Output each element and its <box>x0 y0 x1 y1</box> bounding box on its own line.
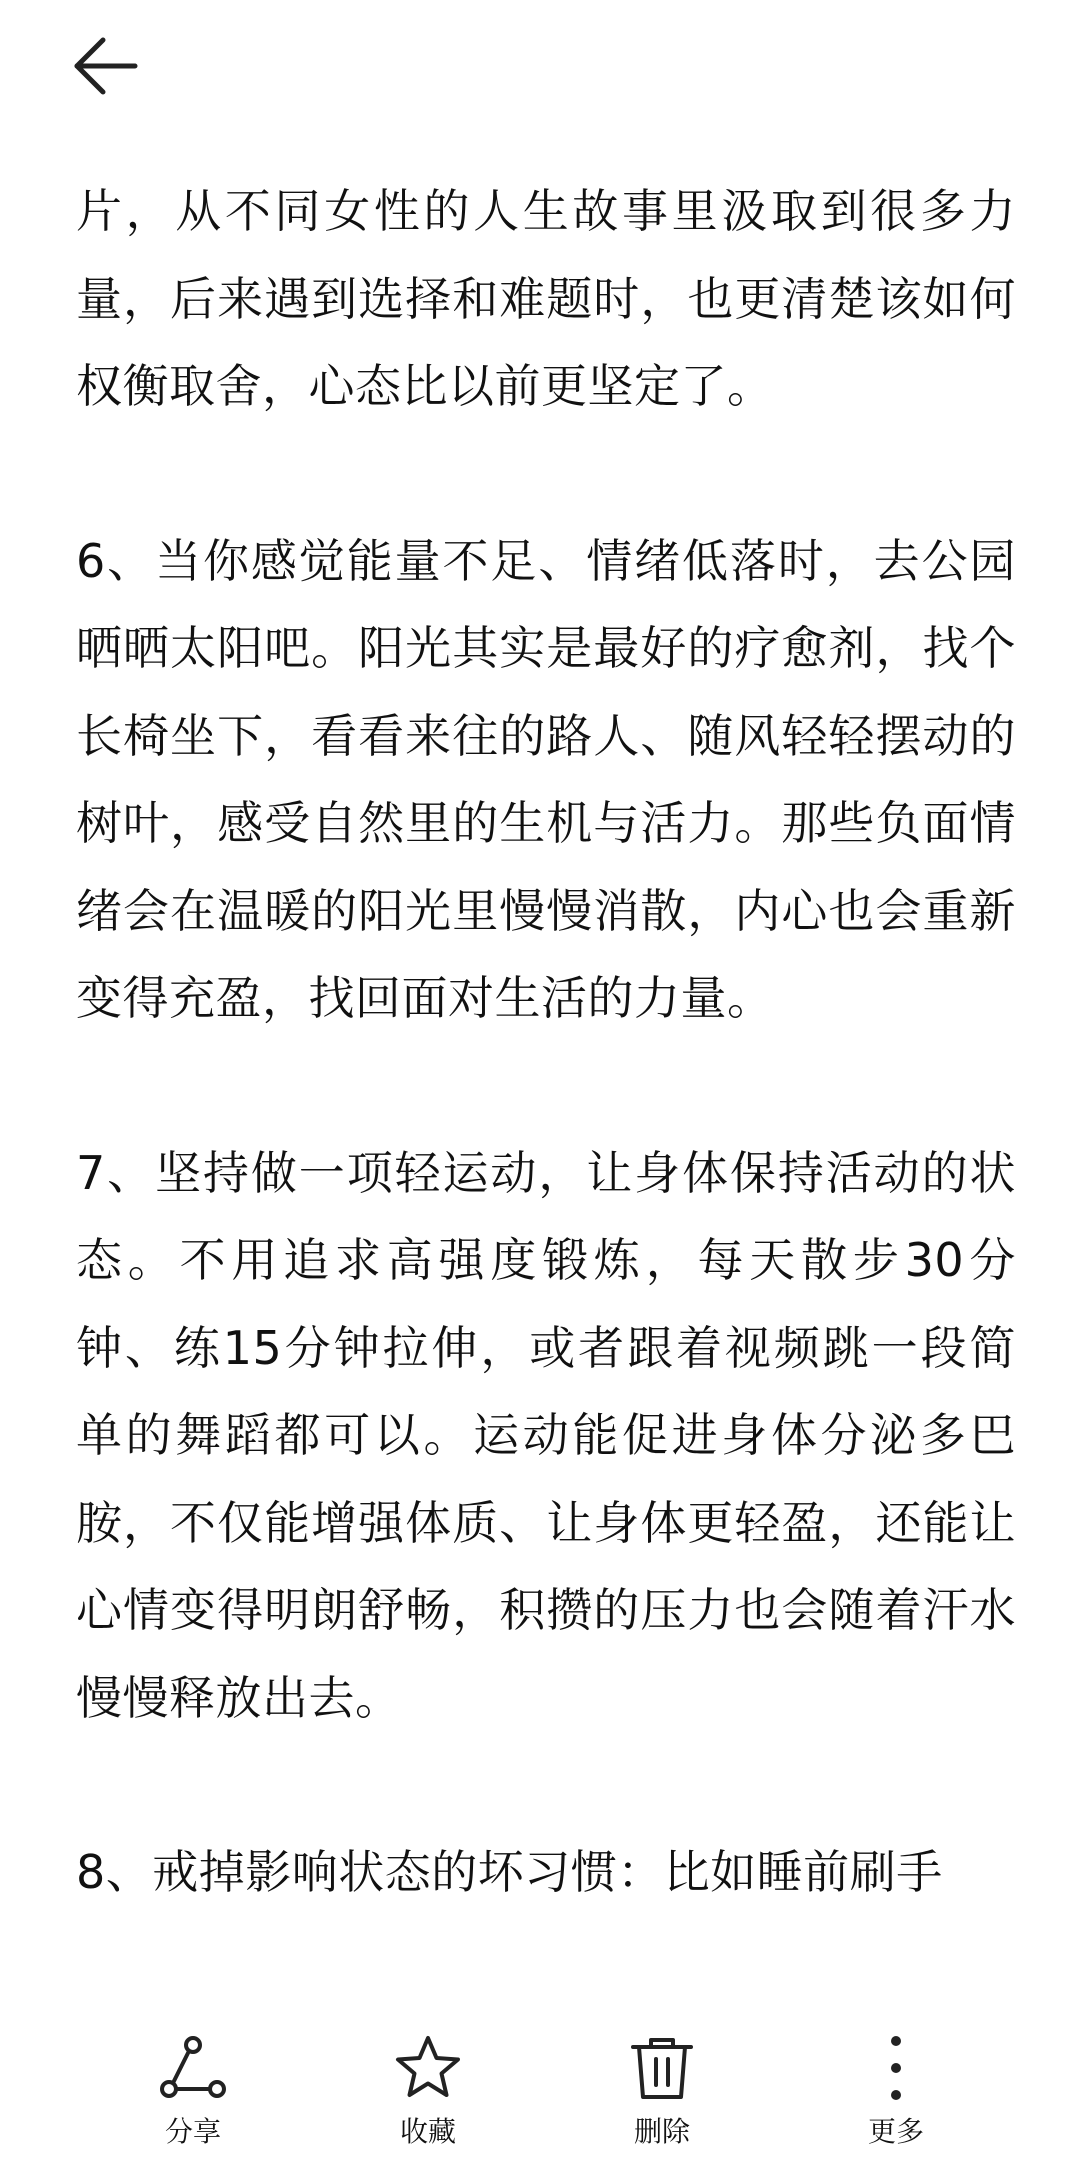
article-paragraph: 7、坚持做一项轻运动，让身体保持活动的状态。不用追求高强度锻炼，每天散步30分钟、练15分钟拉伸，或者跟着视频跳一段简单的舞蹈都可以。运动能促进身体分泌多巴胺，不仅能增强体质、让身体更轻盈，还能让心情变得明朗舒畅，积攒的压力也会随着汗水慢慢释放出去。 <box>76 1145 1016 1725</box>
share-icon <box>153 2028 233 2108</box>
more-label: 更多 <box>867 2115 924 2148</box>
article-paragraph: 6、当你感觉能量不足、情绪低落时，去公园晒晒太阳吧。阳光其实是最好的疗愈剂，找个长椅坐下，看看来往的路人、随风轻轻摆动的树叶，感受自然里的生机与活力。那些负面情绪会在温暖的阳光里慢慢消散，内心也会重新变得充盈，找回面对生活的力量。 <box>76 533 1016 1025</box>
favorite-label: 收藏 <box>399 2115 456 2148</box>
article-content <box>76 168 1016 2008</box>
more-button[interactable] <box>826 2020 966 2181</box>
article-paragraph: 8、戒掉影响状态的坏习惯：比如睡前刷手 <box>76 1845 943 1899</box>
top-bar <box>0 0 1080 140</box>
more-vertical-icon <box>856 2028 936 2108</box>
back-button[interactable] <box>66 26 146 106</box>
delete-label: 删除 <box>633 2115 690 2148</box>
bottom-toolbar <box>0 2020 1080 2181</box>
article-paragraph: 片，从不同女性的人生故事里汲取到很多力量，后来遇到选择和难题时，也更清楚该如何权衡取舍，心态比以前更坚定了。 <box>76 184 1016 413</box>
arrow-left-icon <box>73 36 139 96</box>
share-label: 分享 <box>164 2115 221 2148</box>
trash-icon <box>622 2028 702 2108</box>
star-icon <box>388 2028 468 2108</box>
delete-button[interactable] <box>592 2020 732 2181</box>
favorite-button[interactable] <box>358 2020 498 2181</box>
share-button[interactable] <box>123 2020 263 2181</box>
